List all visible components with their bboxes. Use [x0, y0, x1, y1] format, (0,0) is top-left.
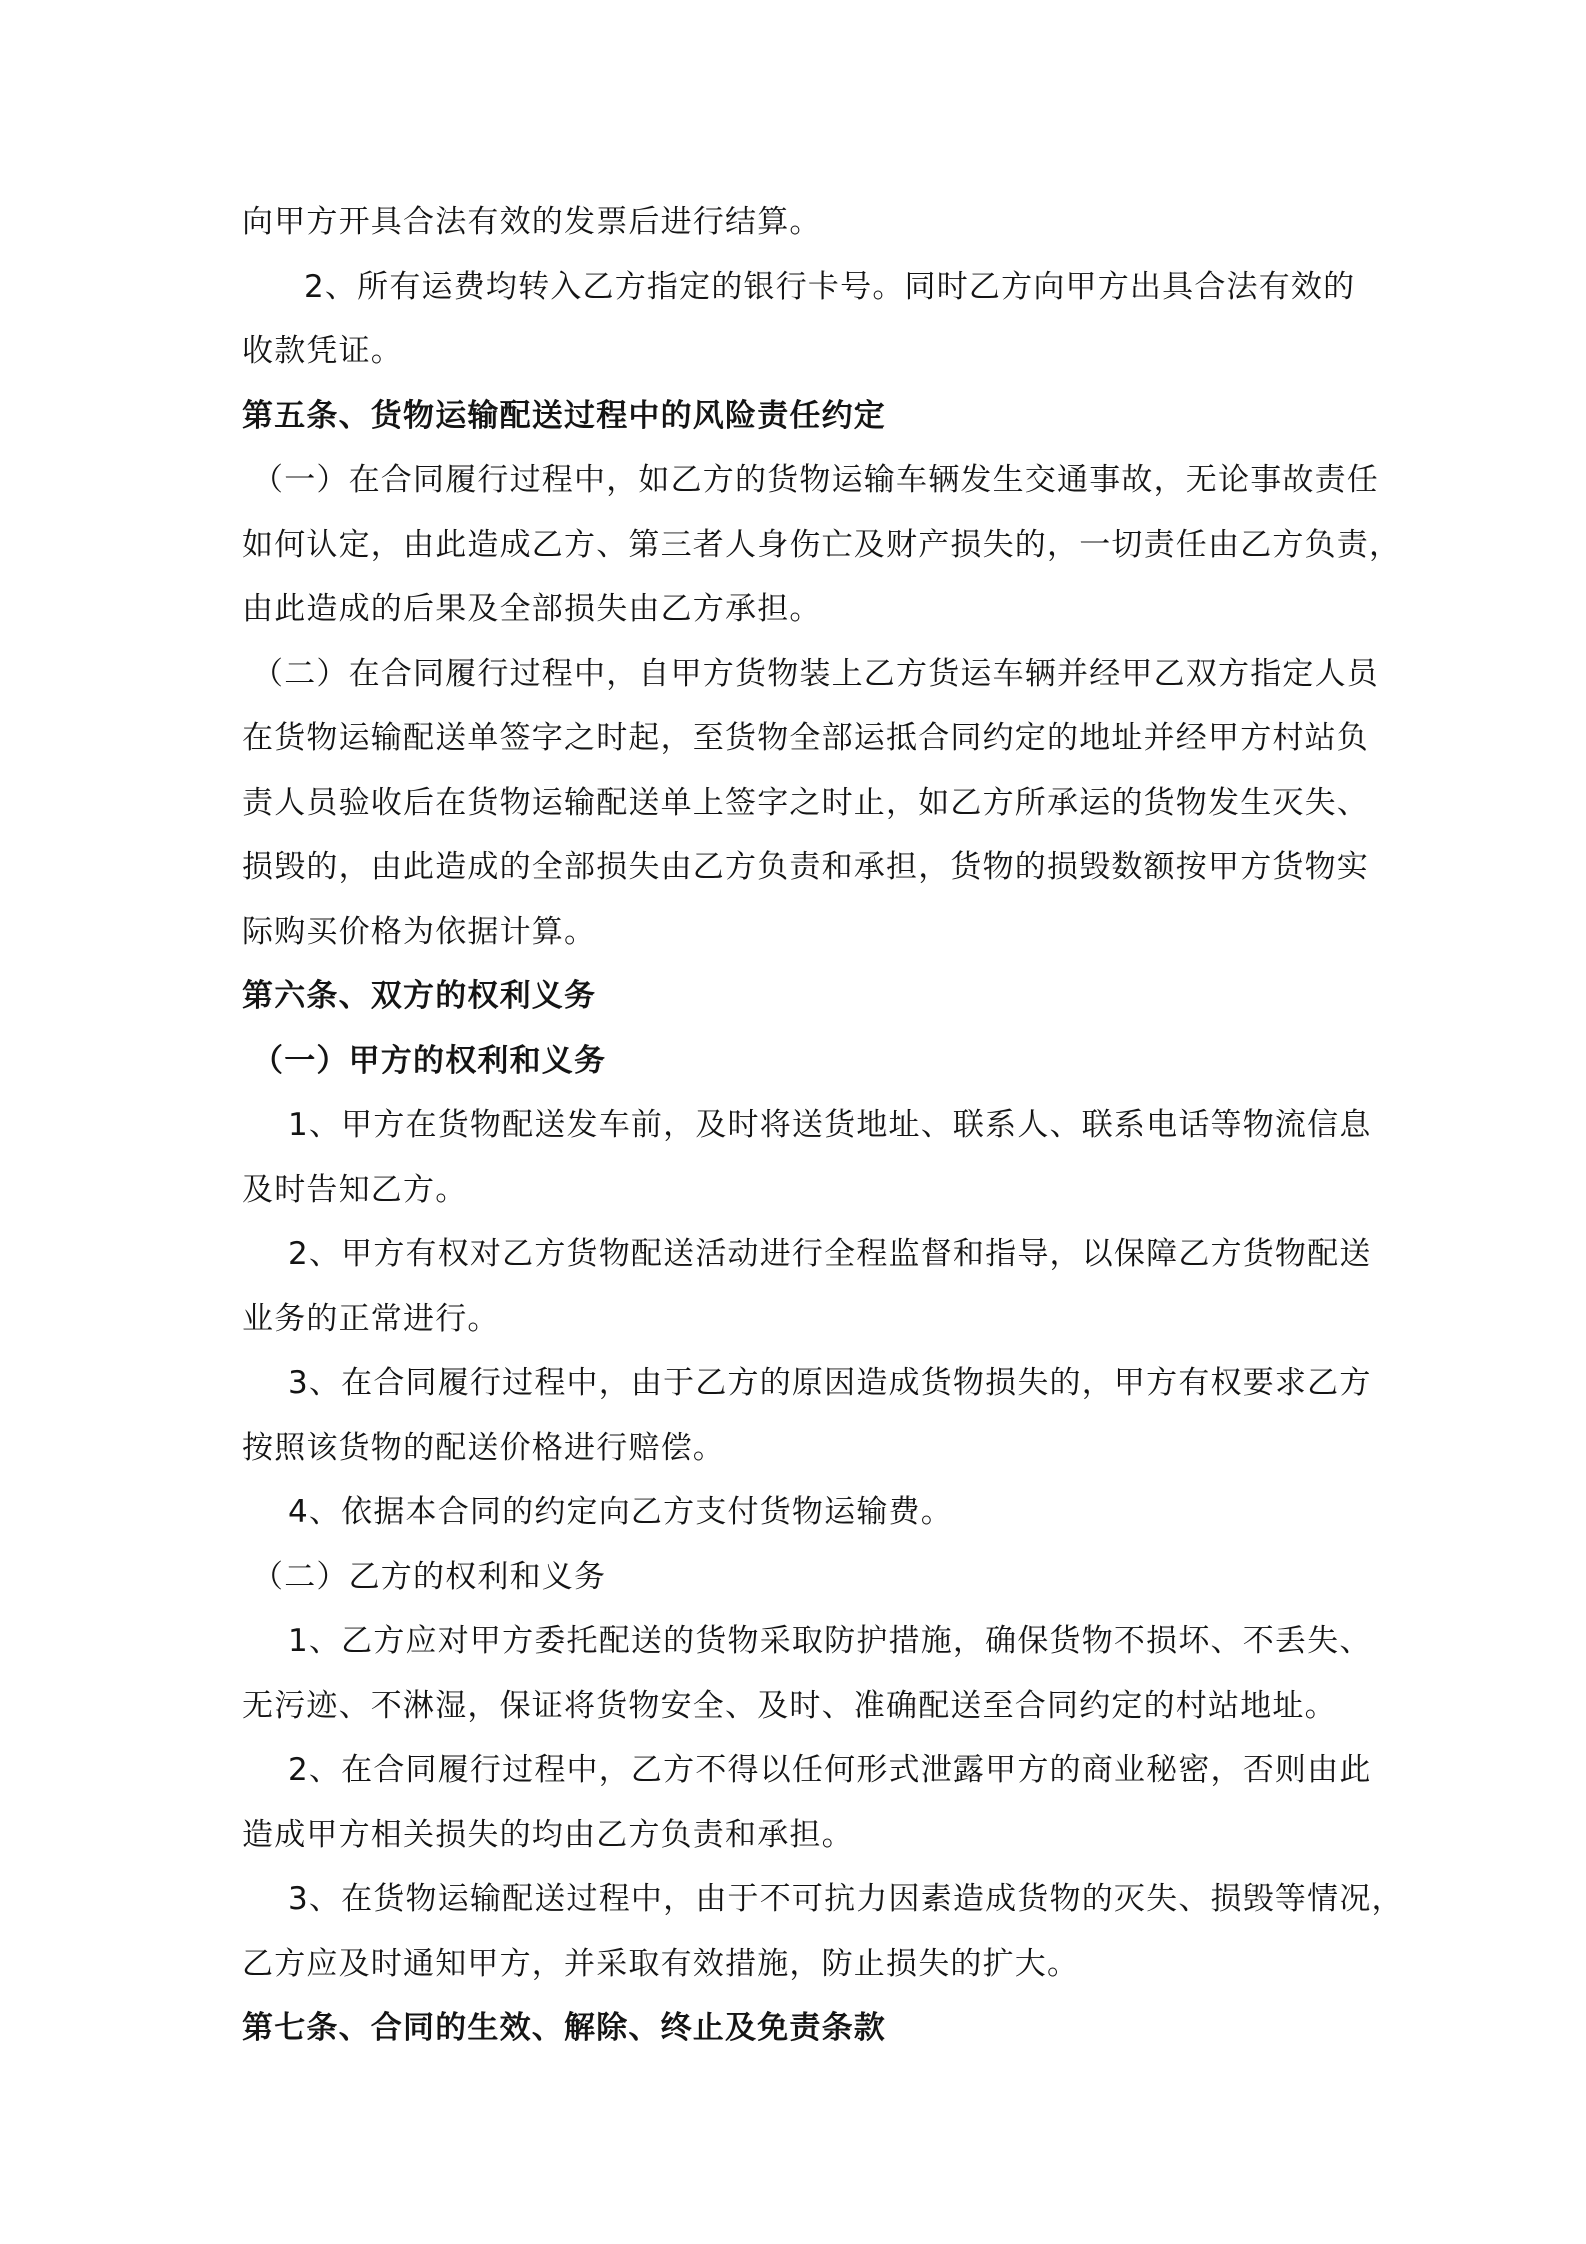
text-line: 3、在合同履行过程中，由于乙方的原因造成货物损失的，甲方有权要求乙方	[288, 1365, 1372, 1401]
text-line: （一）在合同履行过程中，如乙方的货物运输车辆发生交通事故，无论事故责任	[252, 462, 1379, 498]
text-line: 按照该货物的配送价格进行赔偿。	[242, 1429, 725, 1466]
text-line: 造成甲方相关损失的均由乙方负责和承担。	[242, 1816, 854, 1853]
text-line: 向甲方开具合法有效的发票后进行结算。	[242, 204, 822, 240]
text-line: 收款凭证。	[242, 333, 403, 369]
section-heading: 第七条、合同的生效、解除、终止及免责条款	[242, 2010, 886, 2046]
document-body	[242, 190, 1404, 2061]
text-line: 4、依据本合同的约定向乙方支付货物运输费。	[288, 1494, 953, 1530]
text-line: 责人员验收后在货物运输配送单上签字之时止，如乙方所承运的货物发生灭失、	[242, 784, 1369, 821]
text-line: 1、乙方应对甲方委托配送的货物采取防护措施，确保货物不损坏、不丢失、	[288, 1623, 1372, 1659]
subsection-heading: （一）甲方的权利和义务	[252, 1042, 607, 1079]
text-line: 2、所有运费均转入乙方指定的银行卡号。同时乙方向甲方出具合法有效的	[304, 268, 1356, 305]
text-line: 2、甲方有权对乙方货物配送活动进行全程监督和指导，以保障乙方货物配送	[288, 1236, 1372, 1272]
text-line: 3、在货物运输配送过程中，由于不可抗力因素造成货物的灭失、损毁等情况，	[288, 1881, 1404, 1917]
text-line: 及时告知乙方。	[242, 1171, 468, 1208]
text-line: 无污迹、不淋湿，保证将货物安全、及时、准确配送至合同约定的村站地址。	[242, 1687, 1337, 1724]
text-line: 在货物运输配送单签字之时起，至货物全部运抵合同约定的地址并经甲方村站负	[242, 720, 1369, 756]
subsection-heading: （二）乙方的权利和义务	[252, 1558, 607, 1595]
text-line: 业务的正常进行。	[242, 1300, 500, 1337]
text-line: 1、甲方在货物配送发车前，及时将送货地址、联系人、联系电话等物流信息	[288, 1107, 1372, 1143]
text-line: 如何认定，由此造成乙方、第三者人身伤亡及财产损失的，一切责任由乙方负责，	[242, 526, 1402, 563]
text-line: 乙方应及时通知甲方，并采取有效措施，防止损失的扩大。	[242, 1945, 1080, 1982]
text-line: 2、在合同履行过程中，乙方不得以任何形式泄露甲方的商业秘密，否则由此	[288, 1752, 1372, 1788]
text-line: 际购买价格为依据计算。	[242, 913, 597, 950]
section-heading: 第五条、货物运输配送过程中的风险责任约定	[242, 397, 886, 434]
text-line: 由此造成的后果及全部损失由乙方承担。	[242, 591, 822, 627]
section-heading: 第六条、双方的权利义务	[242, 978, 597, 1014]
text-line: 损毁的，由此造成的全部损失由乙方负责和承担，货物的损毁数额按甲方货物实	[242, 849, 1369, 885]
text-line: （二）在合同履行过程中，自甲方货物装上乙方货运车辆并经甲乙双方指定人员	[252, 655, 1379, 692]
